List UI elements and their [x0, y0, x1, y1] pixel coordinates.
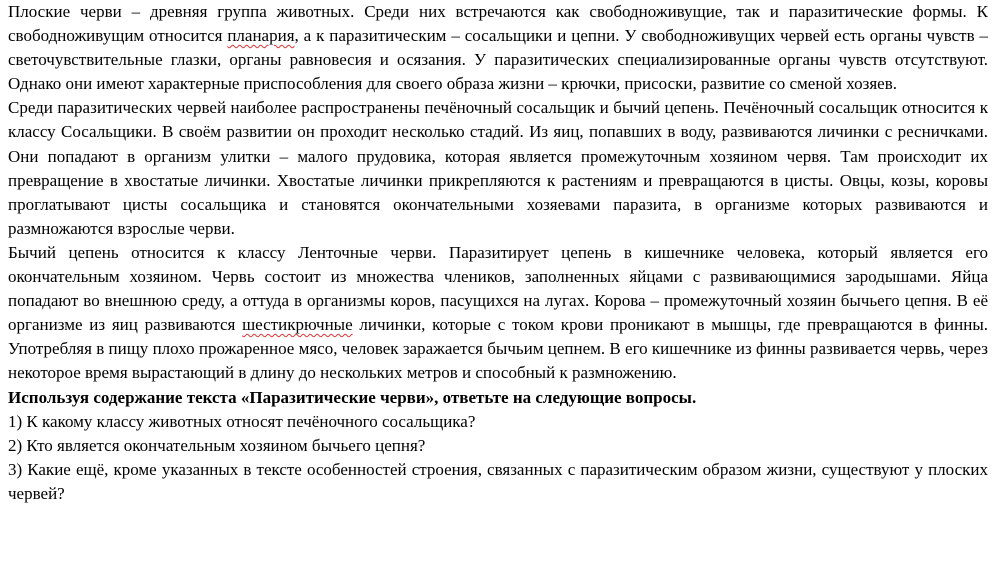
paragraph-intro-text-start: Плоские черви – древняя группа животных. Среди них встречаются как свободноживущие, так и паразитические формы. К свободноживущим относится: [8, 2, 988, 46]
question-1: 1) К какому классу животных относят печёночного сосальщика?: [8, 411, 476, 431]
paragraph-tapeworm-text-end: личинки, которые с током крови проникают в мышцы, где превращаются в финны. Употребляя в пищу плохо прожаренное мясо, человек заражается бычьим цепнем. В его кишечнике из финны развивается червь, через некоторое время вырастающий в длину до нескольких метров и способный к размножению.: [8, 315, 988, 383]
instruction-heading: Используя содержание текста «Паразитические черви», ответьте на следующие вопросы.: [8, 387, 697, 407]
paragraph-intro-text-end: , а к паразитическим – сосальщики и цепни. У свободноживущих червей есть органы чувств – светочувствительные глазки, органы равновесия и осязания. У паразитических специализированные органы чувств отсутствуют. Однако они имеют характерные приспособления для своего образа жизни – крючки, присоски, развитие со сменой хозяев.: [8, 26, 989, 94]
paragraph-intro: [8, 0, 988, 96]
question-2: 2) Кто является окончательным хозяином бычьего цепня?: [8, 435, 426, 455]
paragraph-liver-fluke: Среди паразитических червей наиболее распространены печёночный сосальщик и бычий цепень. Печёночный сосальщик относится к классу Сосальщики. В своём развитии он проходит несколько стадий. Из яиц, попавших в воду, развиваются личинки с ресничками. Они попадают в организм улитки – малого прудовика, которая является промежуточным хозяином червя. Там происходит их превращение в хвостатые личинки. Хвостатые личинки прикрепляются к растениям и превращаются в цисты. Овцы, козы, коровы проглатывают цисты сосальщика и становятся окончательными хозяевами паразита, в организме которых развиваются и размножаются взрослые черви.: [8, 98, 988, 238]
question-3: 3) Какие ещё, кроме указанных в тексте особенностей строения, связанных с паразитическим образом жизни, существуют у плоских червей?: [8, 459, 988, 503]
paragraph-tapeworm-text-start: Бычий цепень относится к классу Ленточные черви. Паразитирует цепень в кишечнике человека, который является его окончательным хозяином. Червь состоит из множества члеников, заполненных яйцами с развивающимися зародышами. Яйца попадают во внешнюю среду, а оттуда в организмы коров, пасущихся на лугах. Корова – промежуточный хозяин бычьего цепня. В её организме из яиц развиваются: [8, 242, 988, 335]
misspelled-word-planaria: планария: [227, 26, 295, 46]
paragraph-tapeworm: [8, 241, 988, 386]
misspelled-word-hooked: шестикрючные: [242, 315, 353, 335]
